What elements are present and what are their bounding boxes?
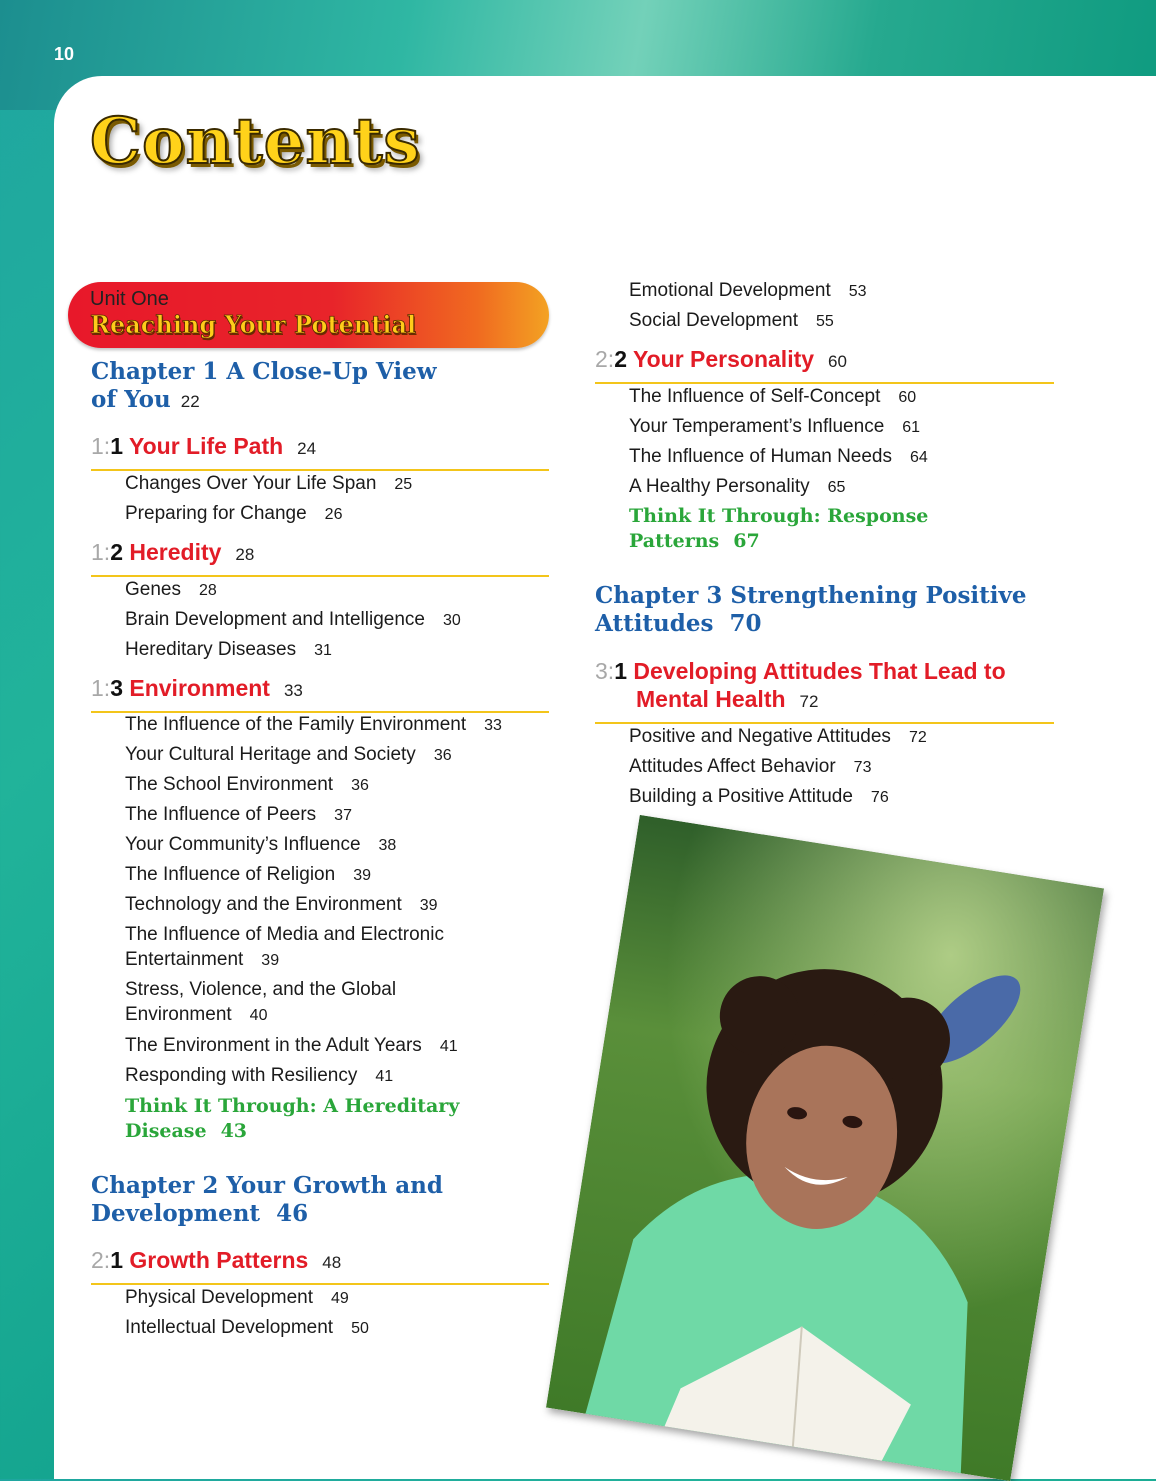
toc-item[interactable] <box>125 802 352 828</box>
item-text: The Influence of Peers <box>125 804 317 825</box>
chapter-3-heading[interactable] <box>595 582 1027 638</box>
chapter-title: Chapter 1 A Close-Up View <box>91 358 437 385</box>
toc-item[interactable] <box>125 637 332 663</box>
think-title: Think It Through: A Hereditary <box>125 1095 460 1117</box>
page-ref: 38 <box>378 837 397 854</box>
section-prefix: 1: <box>91 539 111 565</box>
item-text: A Healthy Personality <box>629 476 810 497</box>
section-prefix: 2: <box>595 346 615 372</box>
toc-item[interactable] <box>125 892 438 918</box>
section-title: Growth Patterns <box>129 1247 309 1273</box>
unit-banner <box>68 282 549 348</box>
section-number: 1 <box>614 658 627 684</box>
section-title: Your Personality <box>632 346 815 372</box>
section-number: 2 <box>110 539 123 565</box>
item-text: The School Environment <box>125 774 334 795</box>
toc-item[interactable] <box>629 414 920 440</box>
toc-item[interactable] <box>125 922 444 973</box>
toc-item[interactable] <box>125 1285 349 1311</box>
page-ref: 36 <box>433 747 452 764</box>
page-ref: 49 <box>330 1290 349 1307</box>
item-text: Social Development <box>629 310 798 331</box>
toc-item[interactable] <box>629 784 889 810</box>
think-it-through-2[interactable] <box>629 504 928 554</box>
page-ref: 65 <box>827 479 846 496</box>
toc-item[interactable] <box>125 607 461 633</box>
page-ref: 26 <box>324 506 343 523</box>
toc-item[interactable] <box>125 832 396 858</box>
section-number: 1 <box>110 1247 123 1273</box>
section-number: 2 <box>614 346 627 372</box>
item-text: Your Community’s Influence <box>125 834 361 855</box>
toc-item[interactable] <box>125 742 452 768</box>
page-ref: 41 <box>375 1068 394 1085</box>
page-ref: 31 <box>314 642 332 659</box>
toc-item[interactable] <box>125 712 502 738</box>
page-ref: 50 <box>351 1320 369 1337</box>
page-ref: 36 <box>351 777 369 794</box>
page-number: 10 <box>54 44 75 64</box>
item-text: Positive and Negative Attitudes <box>629 726 891 747</box>
page-ref: 25 <box>394 476 413 493</box>
item-text: Hereditary Diseases <box>125 639 297 660</box>
think-title-cont: Patterns <box>629 530 720 552</box>
chapter-title-cont: of You <box>91 386 171 413</box>
page-ref: 30 <box>442 612 461 629</box>
page-title: Contents <box>90 104 421 179</box>
page-ref: 41 <box>439 1038 458 1055</box>
toc-item[interactable] <box>125 471 412 497</box>
toc-item[interactable] <box>629 724 927 750</box>
page-ref: 33 <box>283 681 303 700</box>
toc-item[interactable] <box>125 1063 393 1089</box>
item-text: The Influence of Religion <box>125 864 336 885</box>
chapter-2-heading[interactable] <box>91 1172 443 1228</box>
toc-item[interactable] <box>629 754 871 780</box>
page-ref: 67 <box>733 530 760 552</box>
item-text: Building a Positive Attitude <box>629 786 853 807</box>
photo-illustration <box>546 815 1104 1481</box>
page-ref: 72 <box>799 692 819 711</box>
item-text-cont: Environment <box>125 1004 232 1025</box>
page-ref: 40 <box>249 1007 268 1024</box>
toc-item[interactable] <box>629 278 867 304</box>
section-number: 3 <box>110 675 123 701</box>
item-text: Physical Development <box>125 1287 313 1308</box>
item-text: Brain Development and Intelligence <box>125 609 425 630</box>
chapter-title: Chapter 2 Your Growth and <box>91 1172 443 1199</box>
page-ref: 61 <box>902 419 921 436</box>
item-text: Attitudes Affect Behavior <box>629 756 836 777</box>
section-number: 1 <box>110 433 123 459</box>
page-ref: 39 <box>353 867 371 884</box>
toc-item[interactable] <box>125 977 396 1028</box>
item-text-cont: Entertainment <box>125 949 244 970</box>
item-text: The Influence of the Family Environment <box>125 714 467 735</box>
toc-item[interactable] <box>629 384 916 410</box>
page-ref: 24 <box>297 439 317 458</box>
item-text: Stress, Violence, and the Global <box>125 979 397 1000</box>
chapter-title: Chapter 3 Strengthening Positive <box>595 582 1027 609</box>
page-ref: 70 <box>729 610 762 637</box>
page-ref: 43 <box>220 1120 248 1142</box>
section-2-1[interactable] <box>91 1246 549 1285</box>
think-it-through-1[interactable] <box>125 1094 459 1144</box>
item-text: Your Cultural Heritage and Society <box>125 744 416 765</box>
page-ref: 48 <box>322 1253 342 1272</box>
chapter-title-cont: Attitudes <box>595 610 714 637</box>
toc-item[interactable] <box>125 1033 458 1059</box>
toc-item[interactable] <box>629 444 928 470</box>
section-prefix: 1: <box>91 675 111 701</box>
toc-item[interactable] <box>125 862 371 888</box>
section-1-3[interactable] <box>91 674 549 713</box>
item-text: The Influence of Human Needs <box>629 446 892 467</box>
section-2-2[interactable] <box>595 345 1054 384</box>
item-text: Changes Over Your Life Span <box>125 473 377 494</box>
page-ref: 53 <box>848 283 867 300</box>
toc-item[interactable] <box>125 501 342 527</box>
section-prefix: 1: <box>91 433 111 459</box>
page-ref: 28 <box>198 582 217 599</box>
unit-name: Reaching Your Potential <box>90 310 417 339</box>
section-1-2[interactable] <box>91 538 549 577</box>
item-text: The Environment in the Adult Years <box>125 1035 422 1056</box>
toc-item[interactable] <box>125 1315 369 1341</box>
page-ref: 60 <box>898 389 917 406</box>
page-ref: 60 <box>828 352 847 371</box>
item-text: Preparing for Change <box>125 503 307 524</box>
page-ref: 37 <box>334 807 352 824</box>
page-ref: 46 <box>276 1200 309 1227</box>
toc-item[interactable] <box>629 308 834 334</box>
page-ref: 33 <box>484 717 502 734</box>
item-text: Your Temperament’s Influence <box>629 416 885 437</box>
think-title: Think It Through: Response <box>629 505 929 527</box>
page-ref: 64 <box>910 449 928 466</box>
item-text: Emotional Development <box>629 280 831 301</box>
item-text: Technology and the Environment <box>125 894 402 915</box>
student-photo <box>546 815 1104 1481</box>
section-3-1[interactable] <box>595 657 1054 724</box>
section-prefix: 2: <box>91 1247 111 1273</box>
section-title: Heredity <box>129 539 222 565</box>
page-ref: 22 <box>180 392 200 411</box>
unit-label: Unit One <box>90 288 169 310</box>
section-1-1[interactable] <box>91 432 549 471</box>
item-text: Genes <box>125 579 181 600</box>
page-ref: 72 <box>908 729 927 746</box>
toc-item[interactable] <box>125 772 369 798</box>
toc-item[interactable] <box>629 474 845 500</box>
item-text: Responding with Resiliency <box>125 1065 358 1086</box>
section-title-cont: Mental Health <box>636 686 786 712</box>
chapter-1-heading[interactable] <box>91 358 437 416</box>
section-prefix: 3: <box>595 658 615 684</box>
section-title: Your Life Path <box>128 433 284 459</box>
toc-item[interactable] <box>125 577 217 603</box>
think-title-cont: Disease <box>125 1120 207 1142</box>
section-title: Environment <box>129 675 270 701</box>
section-title: Developing Attitudes That Lead to <box>633 658 1006 684</box>
page-ref: 28 <box>235 545 255 564</box>
item-text: The Influence of Media and Electronic <box>125 924 444 945</box>
item-text: Intellectual Development <box>125 1317 334 1338</box>
page-ref: 73 <box>853 759 872 776</box>
item-text: The Influence of Self-Concept <box>629 386 881 407</box>
page-ref: 39 <box>261 952 280 969</box>
page-ref: 55 <box>815 313 834 330</box>
page-ref: 76 <box>870 789 889 806</box>
chapter-title-cont: Development <box>91 1200 261 1227</box>
page-ref: 39 <box>419 897 438 914</box>
